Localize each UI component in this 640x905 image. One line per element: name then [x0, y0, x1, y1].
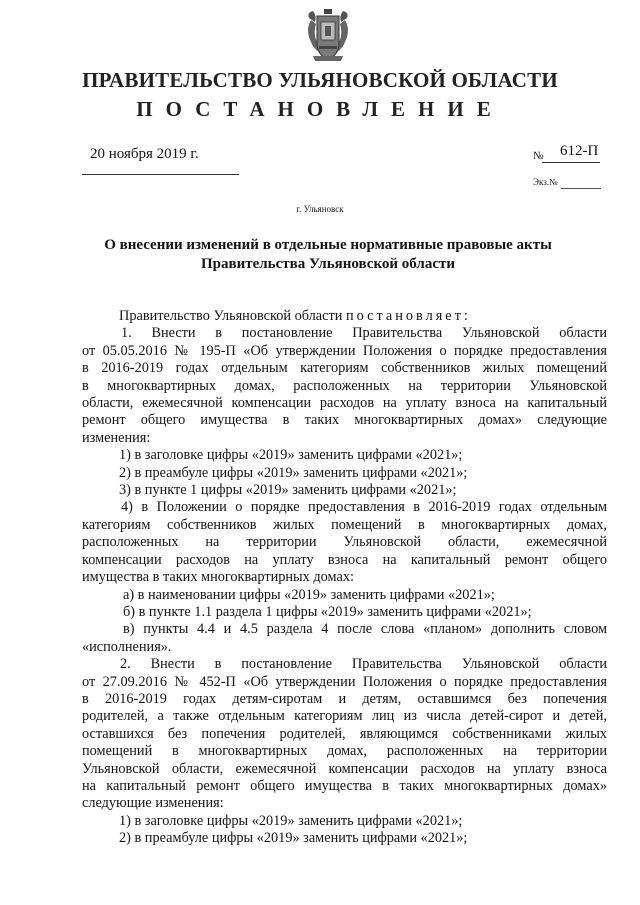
item-1-sub-4-letter: а) в наименовании цифры «2019» заменить цифрами «2021»;	[123, 586, 495, 603]
document-number: 612-П	[560, 143, 599, 159]
preamble: Правительство Ульяновской области постановляет:	[119, 308, 471, 324]
item-1-line: в 2016-2019 годах отдельным категориям собственников жилых помещений	[82, 360, 607, 377]
item-1-line: области, ежемесячной компенсации расходов на уплату взноса на капитальный	[82, 395, 607, 412]
document-title	[60, 236, 596, 274]
item-1-sub-4-line: расположенных на территории Ульяновской области, ежемесячной	[82, 534, 607, 551]
city: г. Ульяновск	[296, 204, 344, 214]
item-2-sub: 2) в преамбуле цифры «2019» заменить цифрами «2021»;	[119, 830, 468, 847]
item-1-line: 1. Внести в постановление Правительства Ульяновской области	[121, 325, 607, 342]
item-1-line: ремонт общего имущества в таких многоквартирных домах» следующие	[82, 412, 607, 429]
item-2-line: 2. Внести в постановление Правительства Ульяновской области	[120, 656, 607, 673]
item-2-line: в 2016-2019 годах детям-сиротам и детям, оставшимся без попечения	[82, 690, 607, 707]
item-1-sub-4-line: категориям собственников жилых помещений в многоквартирных домах,	[82, 516, 607, 533]
copy-number-underline	[561, 188, 601, 189]
title-line: О внесении изменений в отдельные нормативные правовые акты	[104, 237, 552, 253]
item-1-sub: 2) в преамбуле цифры «2019» заменить цифрами «2021»;	[119, 464, 468, 481]
document-date: 20 ноября 2019 г.	[90, 146, 199, 162]
coat-of-arms-icon	[303, 8, 353, 64]
item-2-line: Ульяновской области, ежемесячной компенсации расходов на уплату взноса	[82, 760, 607, 777]
document-body	[82, 308, 607, 848]
copy-number-label: Экз.№	[533, 177, 558, 187]
item-1-sub-4-line: 4) в Положении о порядке предоставления в 2016-2019 годах отдельным	[121, 499, 607, 516]
item-1-sub-4-line: имущества в таких многоквартирных домах:	[82, 569, 354, 586]
item-1-line: от 05.05.2016 № 195-П «Об утверждении Положения о порядке предоставления	[82, 342, 607, 359]
title-line: Правительства Ульяновской области	[200, 256, 456, 272]
item-1-sub-4-letter: в) пункты 4.4 и 4.5 раздела 4 после слова «планом» дополнить словом	[123, 621, 607, 638]
item-1-sub-4-line: компенсации расходов на уплату взноса на капитальный ремонт общего	[82, 551, 607, 568]
item-2-sub: 1) в заголовке цифры «2019» заменить цифрами «2021»;	[119, 812, 463, 829]
item-2-line: помещений в многоквартирных домах, расположенных на территории	[82, 743, 607, 760]
item-1-line: изменения:	[82, 429, 151, 446]
number-prefix: №	[533, 150, 544, 162]
item-2-line: на капитальный ремонт общего имущества в таких многоквартирных домах»	[82, 777, 607, 794]
item-1-sub-4-letter: б) в пункте 1.1 раздела 1 цифры «2019» заменить цифрами «2021»;	[123, 603, 532, 620]
document-type: ПОСТАНОВЛЕНИЕ	[136, 97, 504, 121]
government-name: ПРАВИТЕЛЬСТВО УЛЬЯНОВСКОЙ ОБЛАСТИ	[82, 68, 558, 92]
item-1-sub: 3) в пункте 1 цифры «2019» заменить цифрами «2021»;	[119, 482, 457, 499]
item-2-line: родителей, а также отдельным категориям лиц из числа детей-сирот и детей,	[82, 708, 607, 725]
number-underline	[542, 162, 600, 163]
item-1-line: в многоквартирных домах, расположенных на территории Ульяновской	[82, 377, 607, 394]
item-1-sub: 1) в заголовке цифры «2019» заменить цифрами «2021»;	[119, 447, 463, 464]
item-1-sub-4-letter: «исполнения».	[82, 638, 172, 655]
item-2-line: от 27.09.2016 № 452-П «Об утверждении Положения о порядке предоставления	[82, 673, 607, 690]
item-2-line: оставшихся без попечения родителей, являющимся собственниками жилых	[82, 725, 607, 742]
item-2-line: следующие изменения:	[82, 795, 224, 812]
date-underline	[82, 174, 239, 175]
